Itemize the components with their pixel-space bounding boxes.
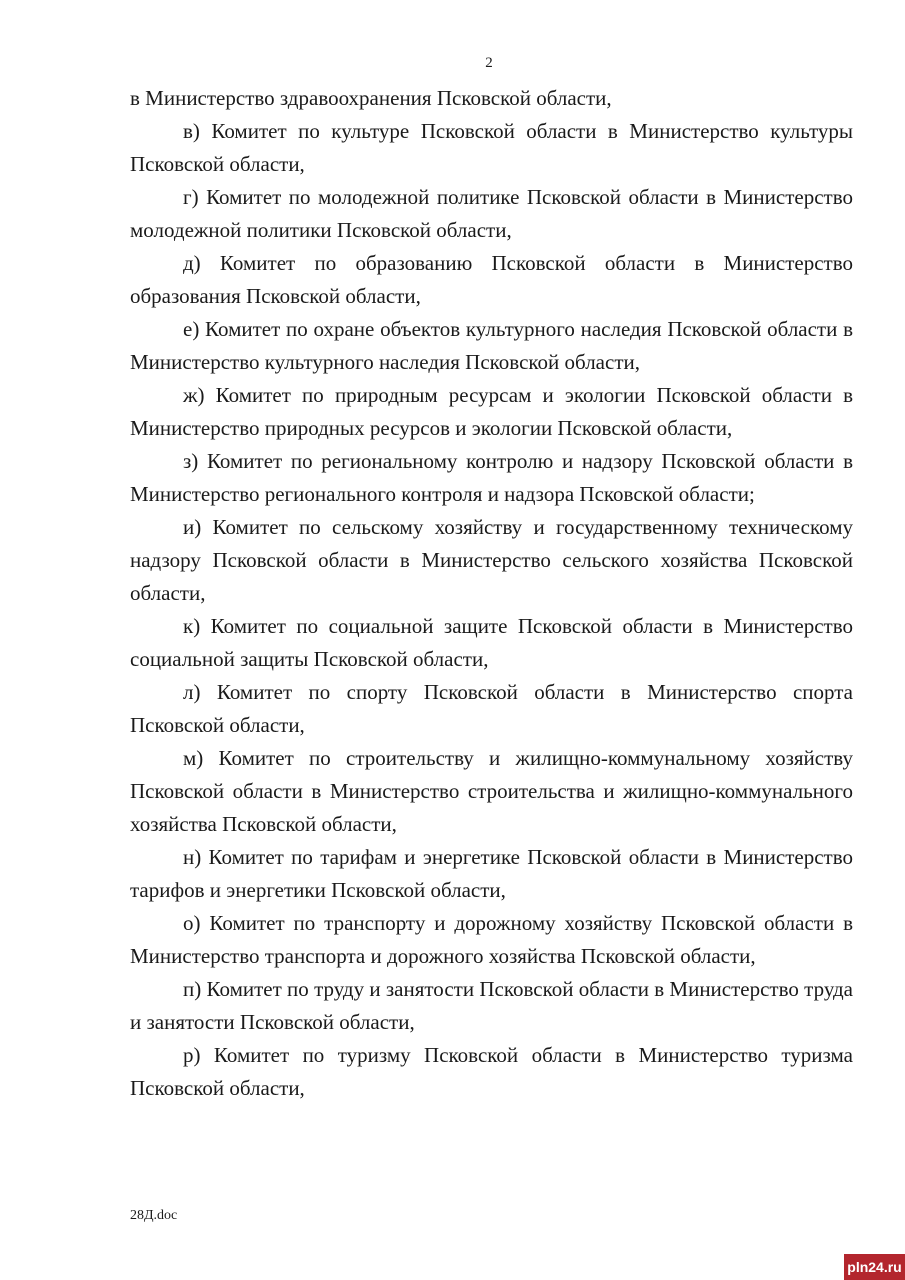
paragraph: к) Комитет по социальной защите Псковской области в Министерство социальной защиты Псковской области, <box>130 614 853 671</box>
file-name-footer: 28Д.doc <box>130 1208 178 1223</box>
paragraph: и) Комитет по сельскому хозяйству и государственному техническому надзору Псковской области в Министерство сельского хозяйства Псковской области, <box>130 515 853 605</box>
document-body <box>130 82 853 1105</box>
page-number: 2 <box>485 55 493 71</box>
paragraph: н) Комитет по тарифам и энергетике Псковской области в Министерство тарифов и энергетики Псковской области, <box>130 845 853 902</box>
paragraph: п) Комитет по труду и занятости Псковской области в Министерство труда и занятости Псковской области, <box>130 977 853 1034</box>
paragraph: з) Комитет по региональному контролю и надзору Псковской области в Министерство регионального контроля и надзора Псковской области; <box>130 449 853 506</box>
paragraph: в Министерство здравоохранения Псковской области, <box>130 86 612 110</box>
paragraph: ж) Комитет по природным ресурсам и экологии Псковской области в Министерство природных ресурсов и экологии Псковской области, <box>130 383 853 440</box>
paragraph: л) Комитет по спорту Псковской области в Министерство спорта Псковской области, <box>130 680 853 737</box>
paragraph: в) Комитет по культуре Псковской области в Министерство культуры Псковской области, <box>130 119 853 176</box>
paragraph: р) Комитет по туризму Псковской области в Министерство туризма Псковской области, <box>130 1043 853 1100</box>
paragraph: д) Комитет по образованию Псковской области в Министерство образования Псковской области, <box>130 251 853 308</box>
paragraph: о) Комитет по транспорту и дорожному хозяйству Псковской области в Министерство транспорта и дорожного хозяйства Псковской области, <box>130 911 853 968</box>
site-watermark: pln24.ru <box>844 1254 905 1280</box>
paragraph: е) Комитет по охране объектов культурного наследия Псковской области в Министерство культурного наследия Псковской области, <box>130 317 853 374</box>
paragraph: м) Комитет по строительству и жилищно-коммунальному хозяйству Псковской области в Министерство строительства и жилищно-коммунального хозяйства Псковской области, <box>130 746 853 836</box>
paragraph: г) Комитет по молодежной политике Псковской области в Министерство молодежной политики Псковской области, <box>130 185 853 242</box>
